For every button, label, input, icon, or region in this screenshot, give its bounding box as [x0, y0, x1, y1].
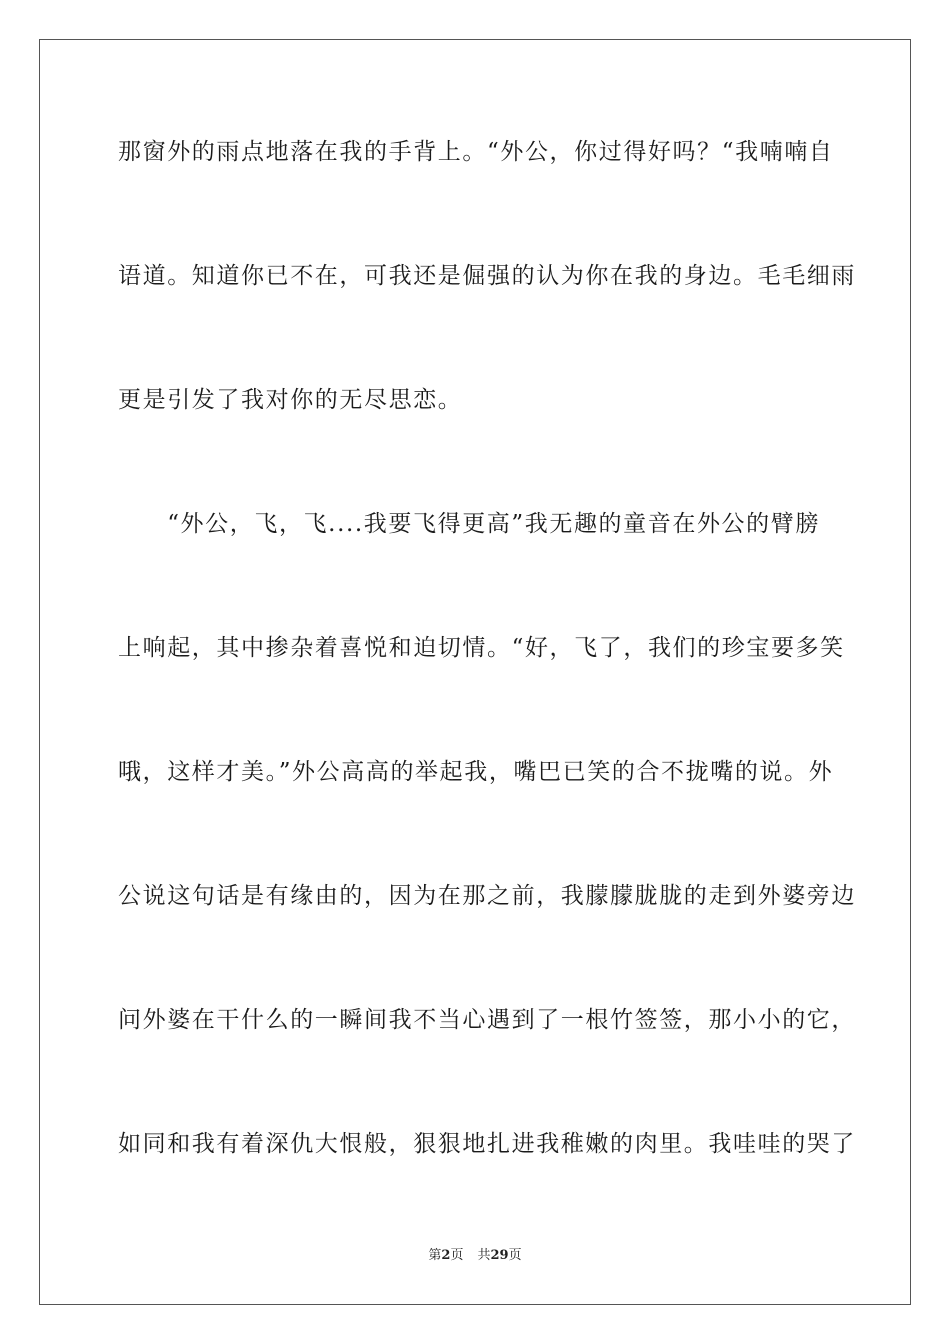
body-text-line-7: 公说这句话是有缘由的，因为在那之前，我朦朦胧胧的走到外婆旁边	[118, 883, 856, 909]
body-text-line-1: 那窗外的雨点地落在我的手背上。“外公，你过得好吗？“我喃喃自	[118, 139, 834, 165]
page-footer	[0, 1247, 950, 1265]
body-text-line-5: 上响起，其中掺杂着喜悦和迫切情。“好，飞了，我们的珍宝要多笑	[118, 635, 845, 661]
page-prefix: 第	[428, 1248, 442, 1263]
body-text-line-6: 哦，这样才美。”外公高高的举起我，嘴巴已笑的合不拢嘴的说。外	[118, 759, 834, 785]
page-suffix: 页	[450, 1248, 464, 1263]
total-prefix: 共	[477, 1248, 491, 1263]
page-border	[39, 39, 911, 1305]
body-text-line-2: 语道。知道你已不在，可我还是倔强的认为你在我的身边。毛毛细雨	[118, 263, 856, 289]
body-text-line-8: 问外婆在干什么的一瞬间我不当心遇到了一根竹签签，那小小的它，	[118, 1007, 856, 1033]
page-number: 2	[441, 1248, 451, 1263]
total-pages: 29	[490, 1248, 509, 1263]
body-text-line-4: “外公，飞，飞....我要飞得更高”我无趣的童音在外公的臂膀	[118, 511, 820, 537]
total-suffix: 页	[508, 1248, 522, 1263]
body-text-line-3: 更是引发了我对你的无尽思恋。	[118, 387, 463, 413]
body-text-line-9: 如同和我有着深仇大恨般，狠狠地扎进我稚嫩的肉里。我哇哇的哭了	[118, 1131, 856, 1157]
